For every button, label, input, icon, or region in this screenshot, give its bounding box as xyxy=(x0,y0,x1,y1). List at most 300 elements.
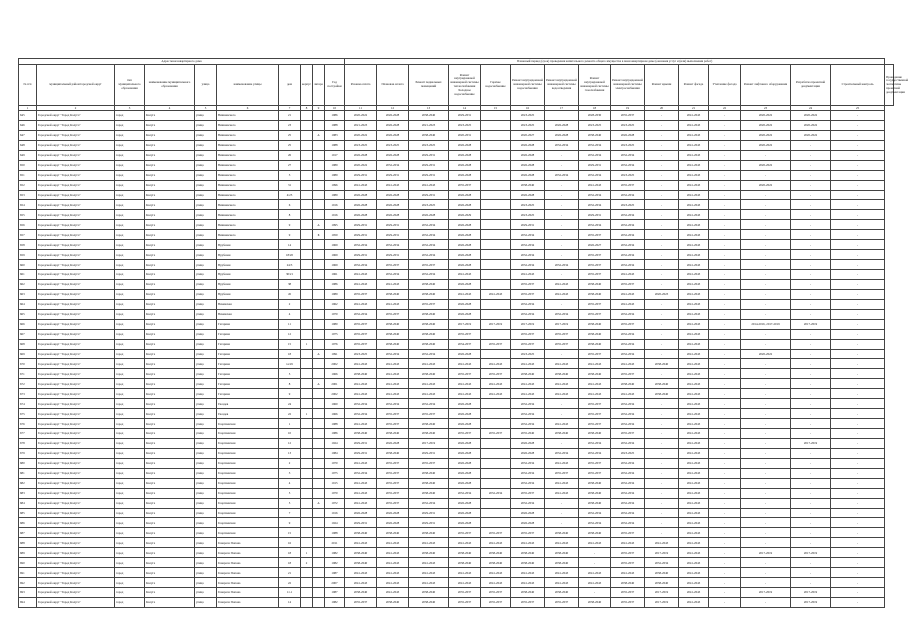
table-cell: - xyxy=(709,130,741,140)
table-cell: 2041-2043 xyxy=(377,558,409,568)
table-cell: 1917 xyxy=(325,150,345,160)
table-cell: Георгиевская xyxy=(217,528,279,538)
table-cell: - xyxy=(709,289,741,299)
table-cell xyxy=(301,170,313,180)
column-number: 10 xyxy=(325,106,345,111)
table-cell: - xyxy=(741,568,791,578)
table-cell: улица xyxy=(195,597,217,607)
table-cell: 2011 xyxy=(325,538,345,548)
table-cell: 2041-2043 xyxy=(511,538,545,548)
table-cell: 1976 xyxy=(325,339,345,349)
table-cell: 2041-2043 xyxy=(679,498,709,508)
table-cell: 2026-2028 xyxy=(377,508,409,518)
table-cell: 2032-2034 xyxy=(409,349,449,359)
table-cell: 2041-2043 xyxy=(679,270,709,280)
table-cell: - xyxy=(791,200,831,210)
table-cell xyxy=(313,359,325,369)
table-cell: - xyxy=(741,528,791,538)
table-cell: 2038-2040 xyxy=(449,548,481,558)
table-cell xyxy=(313,309,325,319)
table-cell: - xyxy=(709,438,741,448)
table-cell: 2032-2034 xyxy=(377,399,409,409)
table-cell: 1989 xyxy=(325,289,345,299)
table-cell: 1975 xyxy=(325,329,345,339)
table-cell: 687 xyxy=(19,528,37,538)
table-cell xyxy=(313,528,325,538)
table-row xyxy=(19,498,894,508)
table-cell: - xyxy=(741,170,791,180)
table-cell: 2041-2043 xyxy=(679,130,709,140)
table-cell: - xyxy=(645,140,679,150)
table-cell: Городской округ "Город Калуга" xyxy=(37,339,115,349)
table-cell: 1996 xyxy=(325,180,345,190)
column-number: 20 xyxy=(645,106,679,111)
table-cell: город xyxy=(115,518,145,528)
table-cell: 689 xyxy=(19,548,37,558)
table-cell: - xyxy=(709,180,741,190)
table-cell: 2041-2043 xyxy=(611,299,645,309)
table-cell: улица xyxy=(195,389,217,399)
table-cell: Городской округ "Город Калуга" xyxy=(37,578,115,588)
table-cell: 2038-2040 xyxy=(409,130,449,140)
table-cell: 5 xyxy=(279,369,301,379)
table-cell: 2041-2043 xyxy=(345,568,377,578)
table-cell: - xyxy=(791,160,831,170)
table-cell: 2032-2034 xyxy=(579,170,611,180)
table-cell: 2035-2037 xyxy=(511,488,545,498)
table-cell: 2038-2040 xyxy=(409,419,449,429)
table-cell: Георгиевская xyxy=(217,518,279,528)
table-cell: 2041-2043 xyxy=(345,299,377,309)
table-cell: 2032-2034 xyxy=(611,260,645,270)
table-cell: 2035-2037 xyxy=(511,339,545,349)
table-cell: 2041-2043 xyxy=(679,448,709,458)
table-cell: - xyxy=(741,230,791,240)
table-cell xyxy=(313,369,325,379)
table-cell: 2038-2040 xyxy=(545,429,579,439)
table-cell: 2038-2040 xyxy=(645,379,679,389)
table-cell: 2023-2025 xyxy=(511,210,545,220)
table-cell: город xyxy=(115,260,145,270)
table-cell: 2026-2028 xyxy=(377,120,409,130)
column-number: 23 xyxy=(741,106,791,111)
table-cell: 645 xyxy=(19,111,37,121)
table-cell: Калуга xyxy=(145,111,195,121)
table-cell: 2032-2034 xyxy=(579,448,611,458)
table-cell: 2032-2034 xyxy=(511,260,545,270)
table-cell xyxy=(313,319,325,329)
table-cell: Городской округ "Город Калуга" xyxy=(37,250,115,260)
table-cell: город xyxy=(115,210,145,220)
table-cell: 2041-2043 xyxy=(511,578,545,588)
table-cell: 2029-2031 xyxy=(511,220,545,230)
table-cell: 2032-2034 xyxy=(345,260,377,270)
table-cell: - xyxy=(831,349,885,359)
table-cell: город xyxy=(115,329,145,339)
table-cell: - xyxy=(645,498,679,508)
table-cell: 2021-2023 xyxy=(345,120,377,130)
table-cell: Вишневского xyxy=(217,111,279,121)
table-cell: 21 xyxy=(279,111,301,121)
table-cell: - xyxy=(741,369,791,379)
table-cell: 2035-2037 xyxy=(377,488,409,498)
table-cell: - xyxy=(791,448,831,458)
table-cell xyxy=(301,319,313,329)
table-cell: 2 xyxy=(301,558,313,568)
table-cell: 657 xyxy=(19,230,37,240)
table-cell: город xyxy=(115,309,145,319)
table-cell: - xyxy=(709,468,741,478)
table-cell: 2041-2043 xyxy=(679,429,709,439)
table-cell: 2032-2034 xyxy=(345,468,377,478)
table-cell: улица xyxy=(195,299,217,309)
table-cell: 652 xyxy=(19,180,37,190)
table-cell: Вишневского xyxy=(217,120,279,130)
table-cell: 2041-2043 xyxy=(679,220,709,230)
table-cell: 2026-2028 xyxy=(449,200,481,210)
table-cell: 2026-2028 xyxy=(449,399,481,409)
table-cell: 14 xyxy=(279,597,301,607)
column-number: 13 xyxy=(409,106,449,111)
table-cell: - xyxy=(831,130,885,140)
column-header: Разработка проектной документации xyxy=(791,65,831,106)
table-cell: Вяземская xyxy=(217,299,279,309)
table-cell xyxy=(481,190,511,200)
table-cell xyxy=(301,111,313,121)
table-cell: 2017-2019 xyxy=(741,588,791,598)
table-cell: Калуга xyxy=(145,210,195,220)
table-cell: 2038-2040 xyxy=(481,548,511,558)
table-cell: - xyxy=(709,200,741,210)
table-cell: 2032-2034 xyxy=(611,160,645,170)
table-cell: - xyxy=(791,538,831,548)
table-cell: Городской округ "Город Калуга" xyxy=(37,289,115,299)
table-cell: Калуга xyxy=(145,339,195,349)
table-cell: 2023-2025 xyxy=(579,120,611,130)
table-cell: 26 xyxy=(279,150,301,160)
table-cell: 2038-2040 xyxy=(345,369,377,379)
table-cell: 2038-2040 xyxy=(409,319,449,329)
table-cell: 2026-2027 xyxy=(579,240,611,250)
table-cell: 1924 xyxy=(325,518,345,528)
column-number: 6 xyxy=(217,106,279,111)
table-cell: - xyxy=(831,299,885,309)
table-cell xyxy=(313,399,325,409)
table-cell: 2023-2025 xyxy=(511,200,545,210)
table-cell xyxy=(313,339,325,349)
table-cell xyxy=(313,578,325,588)
table-cell: 22 xyxy=(279,409,301,419)
table-cell: 2017-2019 xyxy=(791,597,831,607)
column-number: 12 xyxy=(377,106,409,111)
table-cell: город xyxy=(115,478,145,488)
table-cell: 2035-2037 xyxy=(611,429,645,439)
table-row xyxy=(19,150,894,160)
table-cell: 2020-2022 xyxy=(345,160,377,170)
table-cell: 2026-2028 xyxy=(377,518,409,528)
table-cell: 4/25 xyxy=(279,190,301,200)
table-cell: улица xyxy=(195,289,217,299)
table-cell: 2038-2040 xyxy=(409,528,449,538)
table-cell: 2041-2043 xyxy=(377,299,409,309)
table-cell: 2041-2043 xyxy=(345,419,377,429)
table-cell: - xyxy=(831,538,885,548)
table-cell: 2029-2031 xyxy=(449,111,481,121)
table-cell: 2035-2037 xyxy=(481,528,511,538)
table-cell: 2029-2031 xyxy=(579,210,611,220)
table-cell: 2041-2043 xyxy=(679,518,709,528)
table-cell: - xyxy=(709,359,741,369)
table-cell: улица xyxy=(195,180,217,190)
table-cell xyxy=(481,399,511,409)
column-header: муниципальный район/городской округ xyxy=(37,65,115,106)
table-cell: 2035-2037 xyxy=(545,339,579,349)
table-cell: 2035-2037 xyxy=(409,299,449,309)
table-cell: - xyxy=(831,597,885,607)
table-cell: 2035-2037 xyxy=(511,329,545,339)
table-cell: 1988 xyxy=(325,528,345,538)
table-cell: 2029-2031 xyxy=(409,518,449,528)
table-cell: - xyxy=(709,488,741,498)
table-cell: - xyxy=(831,200,885,210)
table-cell xyxy=(301,498,313,508)
table-cell: Врубовая xyxy=(217,260,279,270)
table-cell: город xyxy=(115,140,145,150)
plan-period-group-header: Плановый период (срок) проведения капитального ремонта общего имущества в многоквартирном доме (оказания услуг и (или) выполнения работ) xyxy=(345,59,885,65)
table-cell: - xyxy=(741,190,791,200)
table-cell: 2041-2043 xyxy=(679,140,709,150)
table-cell: Калуга xyxy=(145,498,195,508)
table-cell: 2041-2043 xyxy=(409,359,449,369)
table-cell: Вишневского xyxy=(217,150,279,160)
table-cell: улица xyxy=(195,468,217,478)
table-cell: 2035-2037 xyxy=(611,528,645,538)
table-cell: 2038-2040 xyxy=(409,289,449,299)
table-cell: 1988 xyxy=(325,140,345,150)
table-cell: Городской округ "Город Калуга" xyxy=(37,568,115,578)
table-cell: 2038-2040 xyxy=(377,597,409,607)
table-cell: 2041-2043 xyxy=(409,568,449,578)
table-row xyxy=(19,240,894,250)
table-cell: 2029-2031 xyxy=(409,170,449,180)
table-cell: - xyxy=(709,458,741,468)
table-cell: Городской округ "Город Калуга" xyxy=(37,160,115,170)
table-cell: Калуга xyxy=(145,588,195,598)
table-cell: 2041-2043 xyxy=(345,458,377,468)
table-cell: улица xyxy=(195,379,217,389)
table-cell: 3 xyxy=(279,170,301,180)
table-cell: 2026-2028 xyxy=(449,409,481,419)
table-cell: 2032-2034 xyxy=(345,409,377,419)
table-cell: улица xyxy=(195,409,217,419)
table-cell: - xyxy=(791,230,831,240)
table-cell: - xyxy=(545,150,579,160)
table-cell: 21 xyxy=(279,568,301,578)
table-cell: - xyxy=(709,349,741,359)
table-cell xyxy=(481,448,511,458)
table-cell: Городской округ "Город Калуга" xyxy=(37,170,115,180)
table-cell: 2041-2043 xyxy=(545,458,579,468)
table-cell: - xyxy=(645,429,679,439)
table-cell xyxy=(301,508,313,518)
table-cell: 2032-2034 xyxy=(579,508,611,518)
table-cell xyxy=(301,488,313,498)
table-cell: 2032-2034 xyxy=(611,498,645,508)
table-cell: 2041-2043 xyxy=(611,568,645,578)
table-cell: - xyxy=(791,429,831,439)
column-subheader: Холодное водоснабжение xyxy=(454,87,475,96)
table-cell: 1986 xyxy=(325,429,345,439)
table-cell: 2035-2037 xyxy=(545,329,579,339)
table-cell: 2023-2025 xyxy=(345,349,377,359)
table-cell: - xyxy=(545,210,579,220)
table-cell: 667 xyxy=(19,329,37,339)
table-cell: 2041-2043 xyxy=(377,588,409,598)
table-cell: Городской округ "Город Калуга" xyxy=(37,120,115,130)
table-cell: - xyxy=(791,518,831,528)
table-cell: город xyxy=(115,230,145,240)
table-cell: 2041-2043 xyxy=(679,210,709,220)
table-cell: Калуга xyxy=(145,597,195,607)
table-cell: Городской округ "Город Калуга" xyxy=(37,150,115,160)
table-row xyxy=(19,140,894,150)
table-cell: - xyxy=(645,419,679,429)
table-cell: 2041-2043 xyxy=(511,389,545,399)
table-cell: - xyxy=(645,120,679,130)
table-cell: - xyxy=(831,528,885,538)
table-cell: 660 xyxy=(19,260,37,270)
table-cell: 656 xyxy=(19,220,37,230)
table-cell: Калуга xyxy=(145,130,195,140)
table-cell: 2032-2034 xyxy=(511,399,545,409)
table-cell: - xyxy=(741,419,791,429)
table-cell: Калуга xyxy=(145,140,195,150)
table-cell: 8 xyxy=(279,379,301,389)
table-cell: 1924 xyxy=(325,438,345,448)
table-cell: - xyxy=(709,548,741,558)
table-cell: - xyxy=(831,120,885,130)
table-cell: 2026-2028 xyxy=(449,299,481,309)
table-cell: 2029-2031 xyxy=(377,170,409,180)
table-cell: 2041-2043 xyxy=(545,538,579,548)
table-cell: 2032-2034 xyxy=(545,140,579,150)
table-cell: 2038-2040 xyxy=(579,429,611,439)
table-cell: - xyxy=(791,220,831,230)
table-cell: 2035-2037 xyxy=(377,468,409,478)
table-cell: 2035-2037 xyxy=(377,458,409,468)
column-number: 1 xyxy=(19,106,37,111)
table-cell: - xyxy=(645,399,679,409)
column-number: 25 xyxy=(831,106,885,111)
table-cell: 2041-2043 xyxy=(679,508,709,518)
table-cell: - xyxy=(741,339,791,349)
table-cell: 2032-2034 xyxy=(611,508,645,518)
table-row xyxy=(19,528,894,538)
column-header: Год постройки xyxy=(325,65,345,106)
table-cell: 2032-2034 xyxy=(409,270,449,280)
table-cell: 2029-2031 xyxy=(345,448,377,458)
table-row xyxy=(19,319,894,329)
table-cell: - xyxy=(645,250,679,260)
table-cell: 2032-2034 xyxy=(481,488,511,498)
table-cell: Гагарина xyxy=(217,379,279,389)
table-cell: 2029-2031 xyxy=(377,230,409,240)
table-cell xyxy=(301,597,313,607)
table-cell xyxy=(301,538,313,548)
table-cell xyxy=(301,568,313,578)
table-cell: 12 xyxy=(279,329,301,339)
table-cell: 2041-2043 xyxy=(449,359,481,369)
table-cell: Гагарина xyxy=(217,339,279,349)
table-cell: 2032-2034 xyxy=(345,240,377,250)
table-cell: 11 xyxy=(279,319,301,329)
table-cell: 2017-2019 xyxy=(511,319,545,329)
table-cell: 665 xyxy=(19,309,37,319)
table-cell xyxy=(301,279,313,289)
table-row xyxy=(19,448,894,458)
table-cell: - xyxy=(645,448,679,458)
column-number: 11 xyxy=(345,106,377,111)
table-cell: 2032-2034 xyxy=(611,329,645,339)
table-cell: - xyxy=(741,488,791,498)
table-cell: 2029-2031 xyxy=(345,250,377,260)
table-cell: - xyxy=(709,230,741,240)
table-cell: - xyxy=(645,508,679,518)
table-cell: - xyxy=(791,498,831,508)
table-cell: 2026-2028 xyxy=(449,260,481,270)
table-cell xyxy=(301,349,313,359)
table-cell xyxy=(313,160,325,170)
table-cell: Городской округ "Город Калуга" xyxy=(37,558,115,568)
table-cell: 2038-2040 xyxy=(409,597,449,607)
table-cell: - xyxy=(791,140,831,150)
table-cell: Вишневского xyxy=(217,200,279,210)
table-cell: 2038-2040 xyxy=(345,558,377,568)
table-cell: город xyxy=(115,558,145,568)
address-group-header: Адрес многоквартирного дома xyxy=(19,59,345,65)
capital-repair-table xyxy=(18,58,908,608)
table-row xyxy=(19,369,894,379)
table-cell xyxy=(301,468,313,478)
table-cell xyxy=(313,240,325,250)
table-cell: 2041-2043 xyxy=(611,538,645,548)
table-cell: 2001 xyxy=(325,379,345,389)
table-cell: город xyxy=(115,538,145,548)
table-cell: Калуга xyxy=(145,518,195,528)
table-cell: 2041-2043 xyxy=(545,568,579,578)
table-cell: - xyxy=(645,369,679,379)
table-cell: 2041-2043 xyxy=(511,568,545,578)
table-cell: Генерала Попова xyxy=(217,597,279,607)
table-cell: 2035-2037 xyxy=(611,180,645,190)
table-cell: - xyxy=(831,448,885,458)
table-cell: - xyxy=(709,369,741,379)
column-number: 19 xyxy=(611,106,645,111)
table-cell: 685 xyxy=(19,508,37,518)
table-cell: 2041-2043 xyxy=(645,538,679,548)
table-cell: - xyxy=(545,220,579,230)
table-cell: 2035-2037 xyxy=(449,329,481,339)
table-cell: 2041-2043 xyxy=(409,578,449,588)
table-cell: улица xyxy=(195,558,217,568)
table-cell: 2035-2037 xyxy=(611,319,645,329)
table-cell xyxy=(481,478,511,488)
table-cell: 2041-2043 xyxy=(679,190,709,200)
table-cell xyxy=(301,130,313,140)
table-cell: 2041-2043 xyxy=(545,488,579,498)
table-row xyxy=(19,399,894,409)
table-cell: Городской округ "Город Калуга" xyxy=(37,309,115,319)
